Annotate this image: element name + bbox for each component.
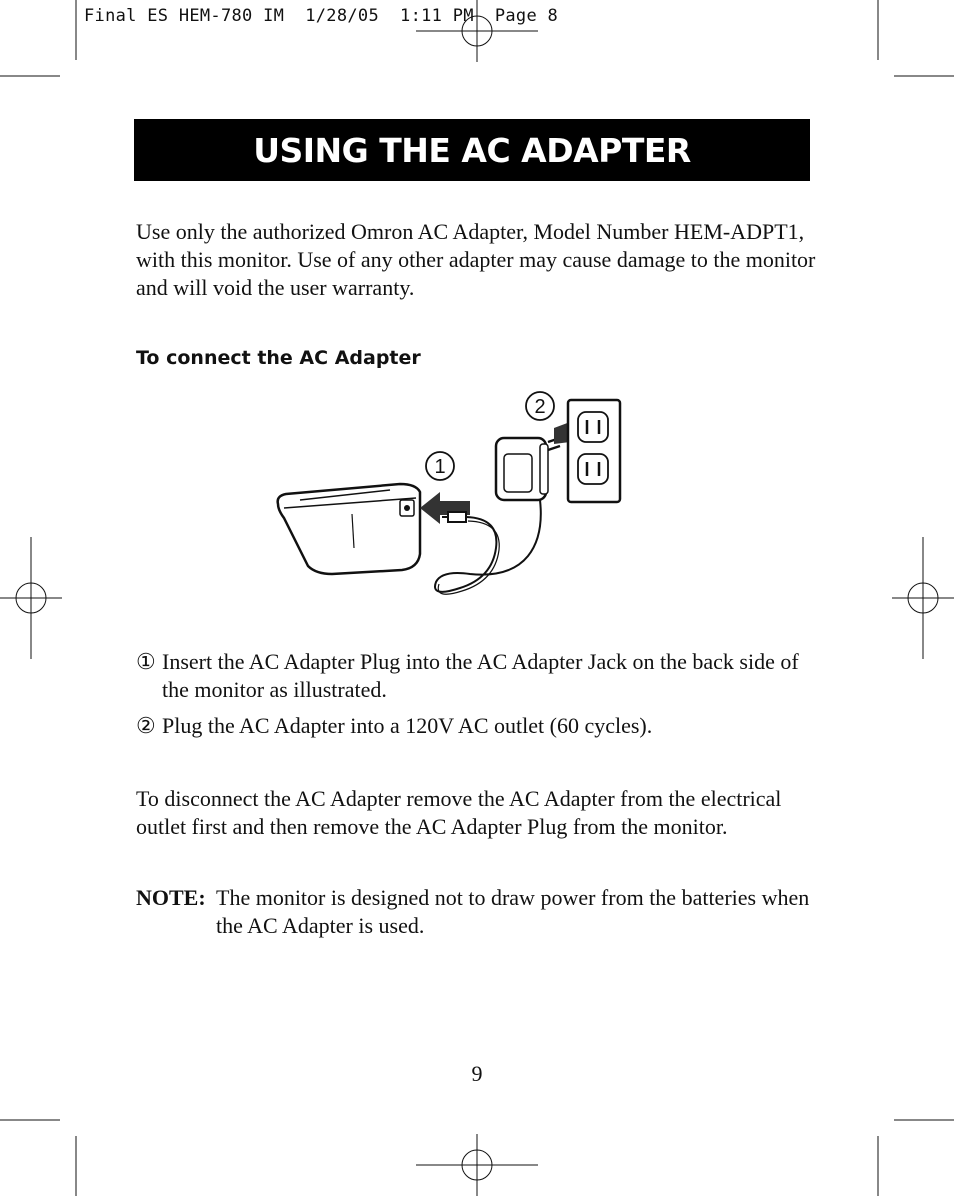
page-number: 9: [471, 1061, 483, 1086]
callout-2-number: 2: [534, 396, 546, 418]
step-1-marker: ①: [136, 649, 156, 674]
intro-paragraph: Use only the authorized Omron AC Adapter, Model Number HEM-ADPT1, with this monitor. Use of any other adapter may cause damage to the monitor and will void the user warranty.: [136, 219, 816, 300]
title-banner: [134, 119, 810, 181]
callout-1-number: 1: [434, 456, 446, 478]
print-slug-line: Final ES HEM-780 IM 1/28/05 1:11 PM Page 8: [84, 6, 559, 26]
step-2-text: Plug the AC Adapter into a 120V AC outlet (60 cycles).: [162, 713, 653, 738]
disconnect-paragraph: To disconnect the AC Adapter remove the AC Adapter from the electrical outlet first and then remove the AC Adapter Plug from the monitor.: [136, 786, 782, 839]
step-1: [136, 648, 816, 704]
section-heading: To connect the AC Adapter: [136, 347, 421, 369]
step-2-marker: ②: [136, 713, 156, 738]
adapter-cord: [435, 500, 541, 594]
monitor-drawing: [278, 484, 420, 574]
note-block: [136, 884, 816, 940]
page-title: USING THE AC ADAPTER: [253, 130, 691, 170]
note-label: NOTE:: [136, 885, 206, 910]
note-text: The monitor is designed not to draw power from the batteries when the AC Adapter is used.: [216, 885, 810, 938]
step-2: [136, 712, 816, 740]
adapter-drawing: [496, 438, 560, 500]
step-1-text: Insert the AC Adapter Plug into the AC Adapter Jack on the back side of the monitor as illustrated.: [162, 649, 799, 702]
ac-adapter-illustration: [270, 388, 630, 608]
wall-outlet-drawing: [568, 400, 620, 502]
